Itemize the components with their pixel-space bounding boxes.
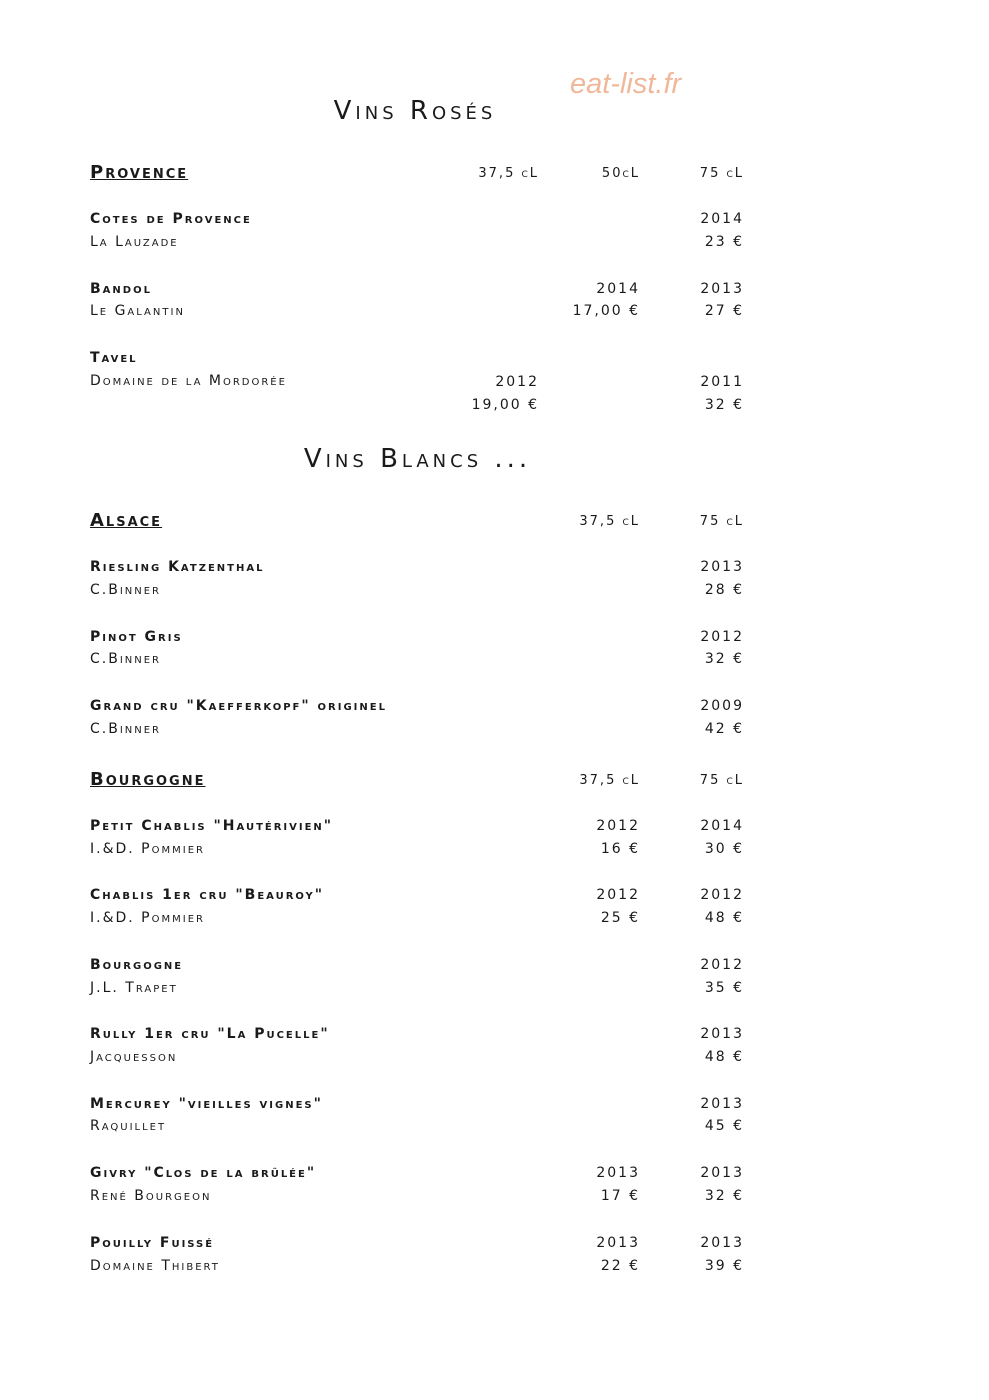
wine-name: Bandol [90, 281, 152, 297]
wine-name: Mercurey "vieilles vignes" [90, 1096, 323, 1112]
col-header-75cl: 75 cL [699, 773, 744, 788]
col-header-75cl: 75 cL [699, 166, 744, 181]
region-alsace: Alsace [90, 510, 163, 531]
col-header-37cl: 37,5 cL [478, 166, 539, 181]
wine-producer: Jacquesson [90, 1049, 178, 1065]
wine-price-75cl: 23 € [704, 234, 744, 250]
wine-price-37cl: 19,00 € [471, 397, 539, 413]
wine-producer: Domaine de la Mordorée [90, 373, 287, 389]
region-provence: Provence [90, 162, 189, 183]
wine-price-75cl: 32 € [704, 651, 744, 667]
wine-producer: J.L. Trapet [90, 980, 178, 996]
wine-name: Petit Chablis "Hautérivien" [90, 818, 334, 834]
wine-producer: I.&D. Pommier [90, 841, 205, 857]
wine-year-37cl: 2012 [596, 887, 640, 903]
col-header-75cl: 75 cL [699, 514, 744, 529]
wine-price-75cl: 39 € [704, 1258, 744, 1274]
wine-year-75cl: 2013 [700, 1026, 744, 1042]
wine-name: Bourgogne [90, 957, 184, 973]
wine-price-75cl: 30 € [704, 841, 744, 857]
col-header-37cl: 37,5 cL [579, 514, 640, 529]
wine-price-75cl: 48 € [704, 1049, 744, 1065]
wine-price-37cl: 22 € [600, 1258, 640, 1274]
wine-producer: Raquillet [90, 1118, 167, 1134]
wine-year-75cl: 2013 [700, 1096, 744, 1112]
blancs-title: Vins Blancs ... [303, 444, 532, 474]
wine-year-75cl: 2014 [700, 818, 744, 834]
roses-title: Vins Rosés [333, 96, 497, 126]
wine-price-75cl: 45 € [704, 1118, 744, 1134]
wine-price-75cl: 27 € [704, 303, 744, 319]
wine-price-37cl: 17 € [600, 1188, 640, 1204]
wine-producer: Domaine Thibert [90, 1258, 220, 1274]
wine-year-75cl: 2013 [700, 281, 744, 297]
wine-price-75cl: 32 € [704, 397, 744, 413]
wine-year-37cl: 2012 [495, 374, 539, 390]
col-header-37cl: 37,5 cL [579, 773, 640, 788]
wine-year-37cl: 2013 [596, 1235, 640, 1251]
wine-year-75cl: 2013 [700, 1235, 744, 1251]
wine-year-75cl: 2013 [700, 559, 744, 575]
wine-price-75cl: 28 € [704, 582, 744, 598]
region-bourgogne: Bourgogne [90, 769, 206, 790]
wine-year-75cl: 2012 [700, 957, 744, 973]
wine-name: Cotes de Provence [90, 211, 252, 227]
wine-price-37cl: 16 € [600, 841, 640, 857]
wine-producer: Le Galantin [90, 303, 185, 319]
wine-price-75cl: 32 € [704, 1188, 744, 1204]
watermark-logo: eat-list.fr [570, 68, 682, 100]
wine-producer: La Lauzade [90, 234, 179, 250]
wine-producer: René Bourgeon [90, 1188, 212, 1204]
col-header-50cl: 50cL [601, 166, 640, 181]
wine-year-75cl: 2012 [700, 887, 744, 903]
wine-name: Rully 1er cru "La Pucelle" [90, 1026, 330, 1042]
wine-price-37cl: 25 € [600, 910, 640, 926]
wine-year-75cl: 2014 [700, 211, 744, 227]
wine-price-75cl: 35 € [704, 980, 744, 996]
wine-year-75cl: 2011 [700, 374, 744, 390]
wine-price-50cl: 17,00 € [572, 303, 640, 319]
wine-producer: C.Binner [90, 651, 162, 667]
wine-year-50cl: 2014 [596, 281, 640, 297]
wine-name: Grand cru "Kaefferkopf" originel [90, 698, 387, 714]
wine-name: Tavel [90, 350, 138, 366]
wine-name: Chablis 1er cru "Beauroy" [90, 887, 325, 903]
wine-year-75cl: 2012 [700, 629, 744, 645]
wine-year-75cl: 2009 [700, 698, 744, 714]
wine-year-37cl: 2013 [596, 1165, 640, 1181]
wine-name: Givry "Clos de la brûlée" [90, 1165, 317, 1181]
wine-producer: C.Binner [90, 582, 162, 598]
wine-name: Riesling Katzenthal [90, 559, 265, 575]
wine-price-75cl: 42 € [704, 721, 744, 737]
wine-price-75cl: 48 € [704, 910, 744, 926]
wine-producer: I.&D. Pommier [90, 910, 205, 926]
wine-name: Pouilly Fuissé [90, 1235, 215, 1251]
wine-year-37cl: 2012 [596, 818, 640, 834]
wine-name: Pinot Gris [90, 629, 183, 645]
wine-producer: C.Binner [90, 721, 162, 737]
wine-year-75cl: 2013 [700, 1165, 744, 1181]
